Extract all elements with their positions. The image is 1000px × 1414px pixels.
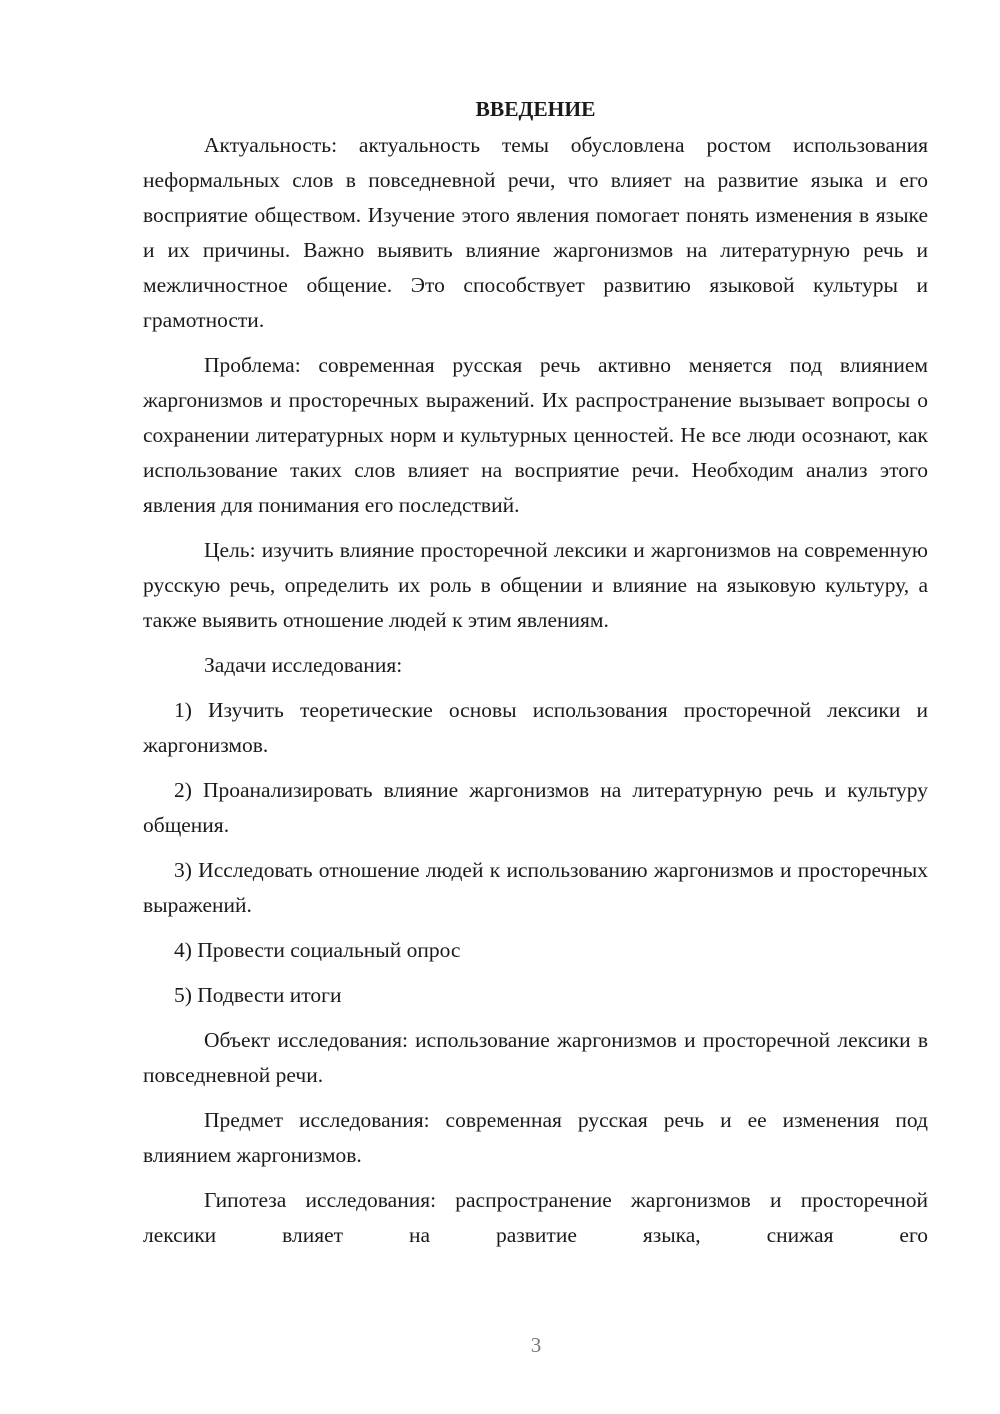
task-item-2: 2) Проанализировать влияние жаргонизмов на литературную речь и культуру общения. <box>143 778 928 837</box>
paragraph-tasks-heading: Задачи исследования: <box>204 653 403 677</box>
task-item-3: 3) Исследовать отношение людей к использованию жаргонизмов и просторечных выражений. <box>143 858 928 917</box>
task-item-5: 5) Подвести итоги <box>174 983 342 1007</box>
paragraph-problem: Проблема: современная русская речь активно меняется под влиянием жаргонизмов и просторечных выражений. Их распространение вызывает вопросы о сохранении литературных норм и культурных ценностей. Не все люди осознают, как использование таких слов влияет на восприятие речи. Необходим анализ этого явления для понимания его последствий. <box>143 353 928 517</box>
paragraph-goal: Цель: изучить влияние просторечной лексики и жаргонизмов на современную русскую речь, определить их роль в общении и влияние на языковую культуру, а также выявить отношение людей к этим явлениям. <box>143 538 928 632</box>
task-item-4: 4) Провести социальный опрос <box>174 938 461 962</box>
section-title: ВВЕДЕНИЕ <box>475 97 596 121</box>
page-content <box>143 92 928 1253</box>
paragraph-relevance: Актуальность: актуальность темы обусловлена ростом использования неформальных слов в повседневной речи, что влияет на развитие языка и его восприятие обществом. Изучение этого явления помогает понять изменения в языке и их причины. Важно выявить влияние жаргонизмов на литературную речь и межличностное общение. Это способствует развитию языковой культуры и грамотности. <box>143 133 928 332</box>
paragraph-subject: Предмет исследования: современная русская речь и ее изменения под влиянием жаргонизмов. <box>143 1108 928 1167</box>
task-item-1: 1) Изучить теоретические основы использования просторечной лексики и жаргонизмов. <box>143 698 928 757</box>
page-number: 3 <box>530 1333 542 1357</box>
paragraph-hypothesis: Гипотеза исследования: распространение жаргонизмов и просторечной лексики влияет на развитие языка, снижая его <box>143 1188 928 1247</box>
paragraph-object: Объект исследования: использование жаргонизмов и просторечной лексики в повседневной речи. <box>143 1028 928 1087</box>
